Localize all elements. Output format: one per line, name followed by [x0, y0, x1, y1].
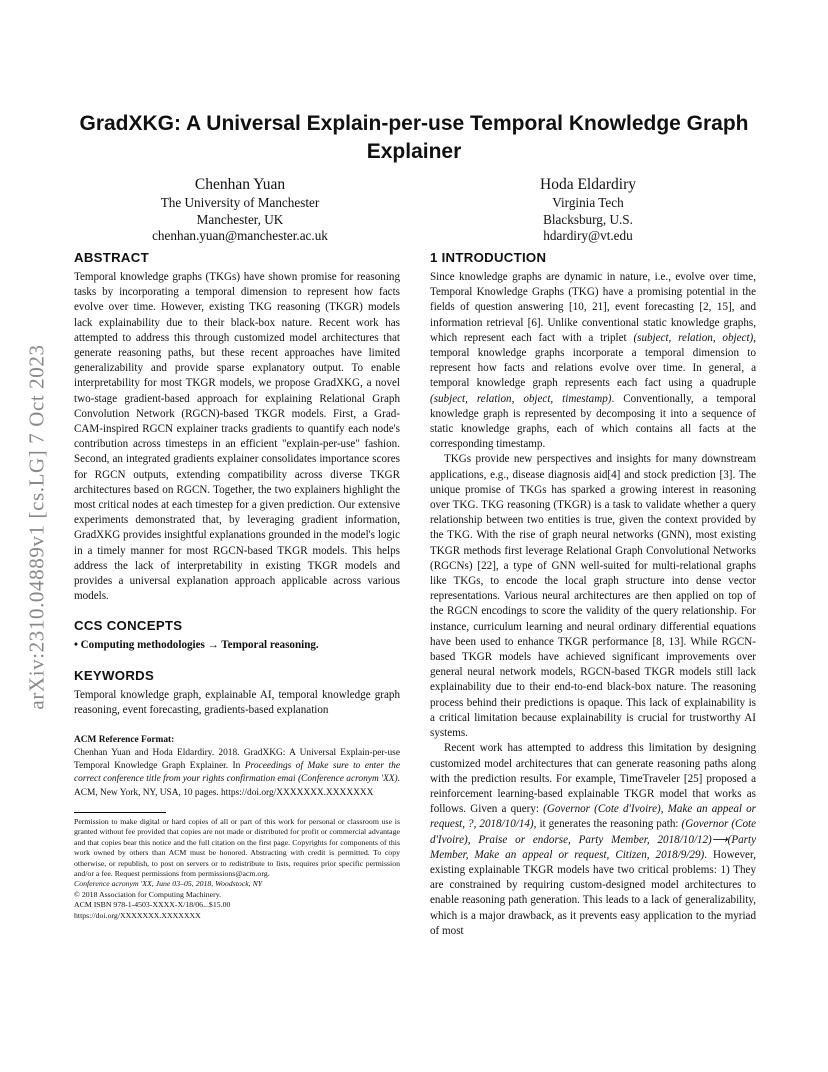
author-location: Manchester, UK [196, 211, 284, 227]
right-column [430, 250, 756, 939]
left-column [74, 250, 400, 921]
permission-notice: Permission to make digital or hard copies of all or part of this work for personal or classroom use is granted without fee provided that copies are not made or distributed for profit or commercial advantage and that copies bear this notice and the full citation on the first page. Copyrights for components of this work owned by others than ACM must be honored. Abstracting with credit is permitted. To copy otherwise, or republish, to post on servers or to redistribute to lists, requires prior specific permission and/or a fee. Request permissions from permissions@acm.org. [74, 816, 400, 878]
reference-tail: ACM, New York, NY, USA, 10 pages. https://doi.org/XXXXXXX.XXXXXXX [74, 787, 374, 798]
author-block-2 [448, 175, 728, 245]
abstract-text: Temporal knowledge graphs (TKGs) have shown promise for reasoning tasks by incorporating a temporal dimension to represent how facts evolve over time. However, existing TKG reasoning (TKGR) models lack explainability due to their black-box nature. Recent work has attempted to address this through customized model architectures that generate reasoning paths, but these recent approaches have limited generalizability and provide sparse explanatory output. To enable interpretability for most TKGR models, we propose GradXKG, a novel two-stage gradient-based approach for explaining Relational Graph Convolution Network (RGCN)-based TKGR models. First, a Grad-CAM-inspired RGCN explainer tracks gradients to quantify each node's contribution across timesteps in an efficient "explain-per-use" fashion. Second, an integrated gradients explainer consolidates importance scores for RGCN outputs, extending compatibility across diverse TKGR architectures based on RGCN. Together, the two explainers highlight the most critical nodes at each timestep for a given prediction. Our extensive experiments demonstrated that, by leveraging gradient information, GradXKG provides insightful explanations grounded in the model's logic in a timely manner for most RGCN-based TKGR models. This helps address the lack of interpretability in existing TKGR models and provides a universal explanation approach applicable across various models. [74, 271, 400, 603]
conference-text: Conference acronym 'XX, June 03–05, 2018, Woodstock, NY [74, 879, 263, 889]
arxiv-sidebar-stamp [22, 292, 52, 762]
example-query: (Governor (Cote d'Ivoire), Make an appeal or request, ?, 2018/10/14) [430, 803, 756, 831]
footnote-rule [74, 812, 166, 813]
author-block-1 [100, 175, 380, 245]
intro-p3-text-b: , it generates the reasoning path: [533, 818, 682, 831]
author-affiliation: Virginia Tech [552, 195, 624, 210]
author-name: Chenhan Yuan [194, 176, 286, 193]
reference-lead: Chenhan Yuan and Hoda Eldardiry. 2018. GradXKG: A Universal Explain-per-use Temporal Knowledge Graph Explainer. In [74, 748, 400, 772]
intro-p1-text-b: , temporal knowledge graphs incorporate a temporal dimension to represent how facts and relations evolve over time. In general, a temporal knowledge graph represents each fact using a quadruple [430, 331, 756, 390]
author-location: Blacksburg, U.S. [543, 211, 633, 227]
abstract-heading: ABSTRACT [74, 250, 149, 265]
example-reasoning-path: (Governor (Cote d'Ivoire), Praise or endorse, Party Member, 2018/10/12)⟶(Party Member, Make an appeal or request, Citizen, 2018/9/29) [430, 818, 757, 861]
triplet-notation: (subject, relation, object) [633, 331, 754, 344]
reference-venue: Proceedings of Make sure to enter the correct conference title from your rights confirmation emai (Conference acronym 'XX). [74, 761, 400, 785]
keywords-heading: KEYWORDS [74, 667, 155, 683]
quadruple-notation: (subject, relation, object, timestamp) [430, 392, 612, 405]
intro-paragraph-3 [430, 741, 756, 939]
arxiv-identifier: arXiv:2310.04889v1 [cs.LG] 7 Oct 2023 [24, 344, 49, 710]
ccs-heading: CCS CONCEPTS [74, 618, 183, 634]
paper-title: GradXKG: A Universal Explain-per-use Temporal Knowledge Graph Explainer [79, 112, 749, 163]
copyright-line: © 2018 Association for Computing Machinery. [74, 889, 222, 899]
doi-line: https://doi.org/XXXXXXX.XXXXXXX [74, 910, 201, 920]
introduction-heading: 1 INTRODUCTION [430, 250, 547, 265]
author-name: Hoda Eldardiry [540, 176, 636, 193]
author-email: hdardiry@vt.edu [543, 228, 633, 243]
reference-format-text [74, 747, 400, 800]
intro-p3-text-c: . However, existing explainable TKGR models have two critical problems: 1) They are constrained by requiring custom-designed model architectures to enable reasoning path generation. This leads to a lack of generalizability, which is a major drawback, as it prevents easy application to the myriad of most [430, 848, 756, 937]
intro-paragraph-2: TKGs provide new perspectives and insights for many downstream applications, e.g., disease diagnosis aid[4] and stock prediction [3]. The unique promise of TKGs has sparked a growing interest in reasoning over TKG. TKG reasoning (TKGR) is a task to validate whether a query relationship between two entities is true, given the context provided by the TKG. With the rise of graph neural networks (GNN), most existing TKGR methods first leverage Relational Graph Convolutional Networks (RGCNs) [22], a type of GNN well-suited for multi-relational graphs like TKGs, to encode the local graph structure into dense vector representations. Various neural architectures are then applied on top of the RGCN encodings to score the validity of the query relationship. For instance, curriculum learning and neural ordinary differential equations have been used to enhance TKGR performance [8, 13]. While RGCN-based TKGR models have achieved significant improvements over general neural network models, RGCN-based TKGR models still lack explainability due to their end-to-end black-box nature. The reasoning process behind their predictions is opaque. This lack of explainability is a critical limitation because explainability is crucial for trustworthy AI systems. [430, 453, 756, 740]
intro-p3-text-a: Recent work has attempted to address this limitation by designing customized model architectures that can generate reasoning paths along with the prediction results. For example, TimeTraveler [25] proposed a reinforcement learning-based explainable TKGR model that works as follows. Given a query: [430, 742, 756, 816]
keywords-text: Temporal knowledge graph, explainable AI, temporal knowledge graph reasoning, event forecasting, gradients-based explanation [74, 688, 400, 716]
intro-paragraph-1 [430, 270, 756, 452]
intro-p1-text-c: . Conventionally, a temporal knowledge graph is represented by decomposing it into a sequence of static knowledge graphs, each of which contains all facts at the corresponding timestamp. [430, 392, 756, 451]
author-email: chenhan.yuan@manchester.ac.uk [152, 228, 328, 243]
intro-p1-text-a: Since knowledge graphs are dynamic in nature, i.e., evolve over time, Temporal Knowledge Graphs (TKG) have a promising potential in the fields of question answering [10, 21], event forecasting [2, 15], and information retrieval [6]. Unlike conventional static knowledge graphs, which represent each fact with a triplet [430, 271, 756, 344]
isbn-line: ACM ISBN 978-1-4503-XXXX-X/18/06...$15.00 [74, 900, 231, 910]
ccs-concepts: • Computing methodologies → Temporal reasoning. [74, 639, 319, 652]
author-affiliation: The University of Manchester [160, 195, 320, 210]
conference-line [74, 879, 400, 889]
reference-format-heading: ACM Reference Format: [74, 735, 175, 746]
